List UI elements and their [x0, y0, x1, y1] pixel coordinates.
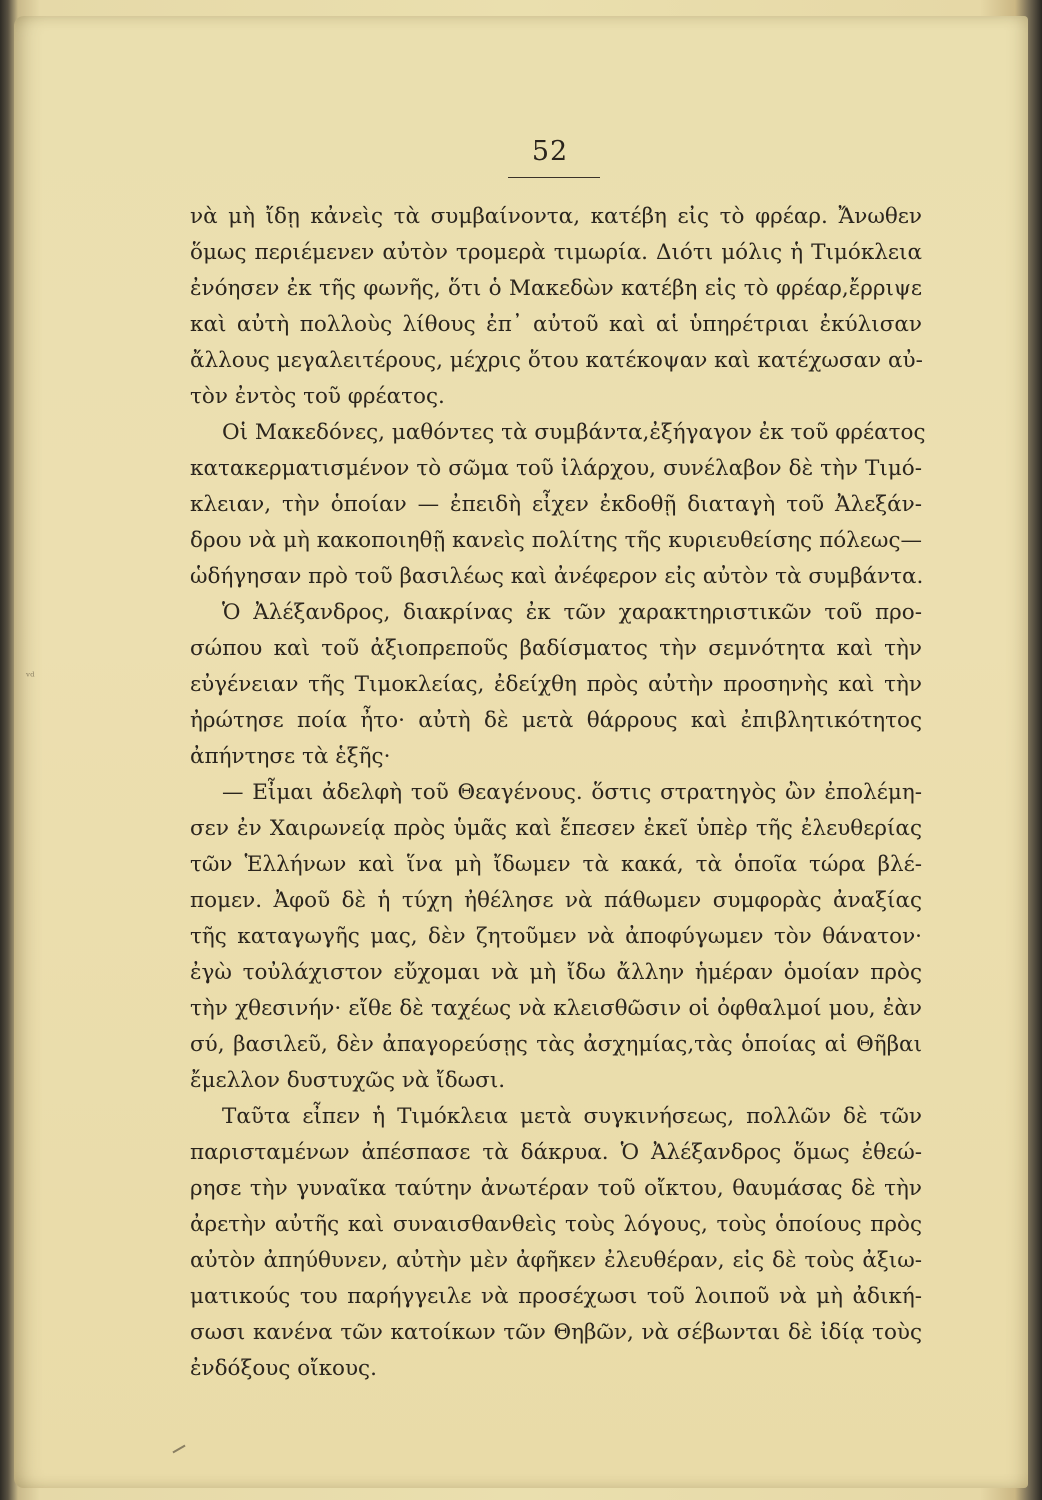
text-line: σωσι κανένα τῶν κατοίκων τῶν Θηβῶν, νὰ σέβωνται δὲ ἰδίᾳ τοὺς	[190, 1320, 922, 1345]
text-line: ἠρώτησε ποία ἦτο· αὐτὴ δὲ μετὰ θάρρους καὶ ἐπιβλητικότητος	[190, 708, 922, 733]
text-line: ἀπήντησε τὰ ἑξῆς·	[190, 744, 391, 769]
text-line: κλειαν, τὴν ὁποίαν — ἐπειδὴ εἶχεν ἐκδοθῇ διαταγὴ τοῦ Ἀλεξάν-	[190, 492, 922, 517]
text-line: ἐγὼ τοὐλάχιστον εὔχομαι νὰ μὴ ἴδω ἄλλην ἡμέραν ὁμοίαν πρὸς	[190, 960, 922, 985]
text-line: ὅμως περιέμενεν αὐτὸν τρομερὰ τιμωρία. Διότι μόλις ἡ Τιμόκλεια	[190, 240, 922, 265]
text-line: ματικούς του παρήγγειλε νὰ προσέχωσι τοῦ λοιποῦ νὰ μὴ ἀδική-	[190, 1284, 922, 1309]
text-line: παρισταμένων ἀπέσπασε τὰ δάκρυα. Ὁ Ἀλέξανδρος ὅμως ἐθεώ-	[190, 1140, 922, 1165]
text-line: ρησε τὴν γυναῖκα ταύτην ἀνωτέραν τοῦ οἴκτου, θαυμάσας δὲ τὴν	[190, 1176, 922, 1201]
text-line: δρου νὰ μὴ κακοποιηθῇ κανεὶς πολίτης τῆς κυριευθείσης πόλεως—	[190, 528, 922, 553]
text-line: ὡδήγησαν πρὸ τοῦ βασιλέως καὶ ἀνέφερον εἰς αὐτὸν τὰ συμβάντα.	[190, 564, 924, 589]
text-line: σύ, βασιλεῦ, δὲν ἀπαγορεύσῃς τὰς ἀσχημίας,τὰς ὁποίας αἱ Θῆβαι	[190, 1032, 922, 1057]
paragraph-start-line: Ταῦτα εἶπεν ἡ Τιμόκλεια μετὰ συγκινήσεως, πολλῶν δὲ τῶν	[222, 1104, 922, 1129]
text-line: καὶ αὐτὴ πολλοὺς λίθους ἐπ᾽ αὐτοῦ καὶ αἱ ὑπηρέτριαι ἐκύλισαν	[190, 312, 922, 337]
text-line: ἐνόησεν ἐκ τῆς φωνῆς, ὅτι ὁ Μακεδὼν κατέβη εἰς τὸ φρέαρ,ἔρριψε	[190, 276, 922, 301]
text-line: κατακερματισμένον τὸ σῶμα τοῦ ἰλάρχου, συνέλαβον δὲ τὴν Τιμό-	[190, 456, 922, 481]
paragraph-start-line: Οἱ Μακεδόνες, μαθόντες τὰ συμβάντα,ἐξήγαγον ἐκ τοῦ φρέατος	[222, 420, 926, 445]
text-line: πομεν. Ἀφοῦ δὲ ἡ τύχη ἠθέλησε νὰ πάθωμεν συμφορὰς ἀναξίας	[190, 888, 922, 913]
margin-mark: ᵛᵈ	[26, 670, 35, 683]
paragraph-start-line: Ὁ Ἀλέξανδρος, διακρίνας ἐκ τῶν χαρακτηριστικῶν τοῦ προ-	[222, 600, 922, 625]
text-line: τῆς καταγωγῆς μας, δὲν ζητοῦμεν νὰ ἀποφύγωμεν τὸν θάνατον·	[190, 924, 922, 949]
page-number: 52	[531, 136, 569, 167]
text-line: σεν ἐν Χαιρωνείᾳ πρὸς ὑμᾶς καὶ ἔπεσεν ἐκεῖ ὑπὲρ τῆς ἐλευθερίας	[190, 816, 922, 841]
text-line: εὐγένειαν τῆς Τιμοκλείας, ἐδείχθη πρὸς αὐτὴν προσηνὴς καὶ τὴν	[190, 672, 922, 697]
page-number-rule	[508, 177, 600, 178]
text-line: τὸν ἐντὸς τοῦ φρέατος.	[190, 384, 445, 409]
text-line: τὴν χθεσινήν· εἴθε δὲ ταχέως νὰ κλεισθῶσιν οἱ ὀφθαλμοί μου, ἐὰν	[190, 996, 922, 1021]
text-line: ἐνδόξους οἴκους.	[190, 1356, 377, 1381]
text-line: ἄλλους μεγαλειτέρους, μέχρις ὅτου κατέκοψαν καὶ κατέχωσαν αὐ-	[190, 348, 923, 373]
text-line: νὰ μὴ ἴδῃ κἀνεὶς τὰ συμβαίνοντα, κατέβη εἰς τὸ φρέαρ. Ἄνωθεν	[190, 204, 922, 229]
text-line: αὐτὸν ἀπηύθυνεν, αὐτὴν μὲν ἀφῆκεν ἐλευθέραν, εἰς δὲ τοὺς ἀξιω-	[190, 1248, 922, 1273]
text-line: ἔμελλον δυστυχῶς νὰ ἴδωσι.	[190, 1068, 506, 1093]
paragraph-start-line: — Εἶμαι ἀδελφὴ τοῦ Θεαγένους. ὅστις στρατηγὸς ὢν ἐπολέμη-	[222, 780, 922, 805]
text-line: τῶν Ἑλλήνων καὶ ἵνα μὴ ἴδωμεν τὰ κακά, τὰ ὁποῖα τώρα βλέ-	[190, 852, 922, 877]
text-line: ἀρετὴν αὐτῆς καὶ συναισθανθεὶς τοὺς λόγους, τοὺς ὁποίους πρὸς	[190, 1212, 922, 1237]
text-line: σώπου καὶ τοῦ ἀξιοπρεποῦς βαδίσματος τὴν σεμνότητα καὶ τὴν	[190, 636, 922, 661]
